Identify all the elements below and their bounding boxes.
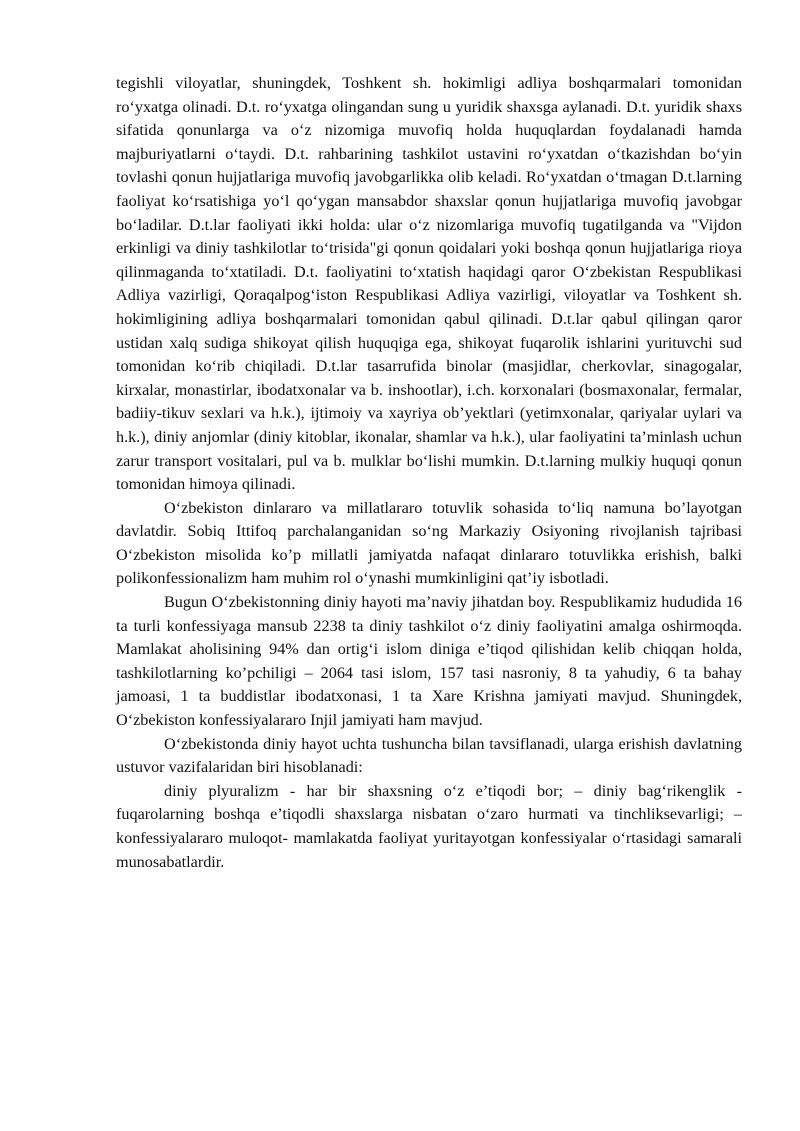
paragraph-registration-and-property: tegishli viloyatlar, shuningdek, Toshkent sh. hokimligi adliya boshqarmalari tomonidan ro‘yxatga olinadi. D.t. ro‘yxatga olingandan sung u yuridik shaxsga aylanadi. D.t. yuridik shaxs sifatida qonunlarga va o‘z nizomiga muvofiq holda huquqlardan foydalanadi hamda majburiyatlarni o‘taydi. D.t. rahbarining tashkilot ustavini ro‘yxatdan o‘tkazishdan bo‘yin tovlashi qonun hujjatlariga muvofiq javobgarlikka olib keladi. Ro‘yxatdan o‘tmagan D.t.larning faoliyat ko‘rsatishiga yo‘l qo‘ygan mansabdor shaxslar qonun hujjatlariga muvofiq javobgar bo‘ladilar. D.t.lar faoliyati ikki holda: ular o‘z nizomlariga muvofiq tugatilganda va "Vijdon erkinligi va diniy tashkilotlar to‘trisida"gi qonun qoidalari yoki boshqa qonun hujjatlariga rioya qilinmaganda to‘xtatiladi. D.t. faoliyatini to‘xtatish haqidagi qaror O‘zbekistan Respublikasi Adliya vazirligi, Qoraqalpog‘iston Respublikasi Adliya vazirligi, viloyatlar va Toshkent sh. hokimligining adliya boshqarmalari tomonidan qabul qilinadi. D.t.lar qabul qilingan qaror ustidan xalq sudiga shikoyat qilish huquqiga ega, shikoyat fuqarolik ishlarini yurituvchi sud tomonidan ko‘rib chiqiladi. D.t.lar tasarrufida binolar (masjidlar, cherkovlar, sinagogalar, kirxalar, monastirlar, ibodatxonalar va b. inshootlar), i.ch. korxonalari (bosmaxonalar, fermalar, badiiy-tikuv sexlari va h.k.), ijtimoiy va xayriya ob’yektlari (yetimxonalar, qariyalar uylari va h.k.), diniy anjomlar (diniy kitoblar, ikonalar, shamlar va h.k.), ular faoliyatini ta’minlash uchun zarur transport vositalari, pul va b. mulklar bo‘lishi mumkin. D.t.larning mulkiy huquqi qonun tomonidan himoya qilinadi. bbox=[116, 74, 742, 494]
paragraph-three-concepts-list: diniy plyuralizm - har bir shaxsning o‘z e’tiqodi bor; – diniy bag‘rikenglik - fuqarolarning boshqa e’tiqodli shaxslarga nisbatan o‘zaro hurmati va tinchliksevarligi; – konfessiyalararo muloqot- mamlakatda faoliyat yuritayotgan konfessiyalar o‘rtasidagi samarali munosabatlardir. bbox=[116, 781, 742, 871]
paragraph-religious-organizations-statistics: Bugun O‘zbekistonning diniy hayoti ma’naviy jihatdan boy. Respublikamiz hududida 16 ta turli konfessiyaga mansub 2238 ta diniy tashkilot o‘z diniy faoliyatini amalga oshirmoqda. Mamlakat aholisining 94% dan ortig‘i islom diniga e’tiqod qilishidan kelib chiqqan holda, tashkilotlarning ko’pchiligi – 2064 tasi islom, 157 tasi nasroniy, 8 ta yahudiy, 6 ta bahay jamoasi, 1 ta buddistlar ibodatxonasi, 1 ta Xare Krishna jamiyati mavjud. Shuningdek, O‘zbekiston konfessiyalararo Injil jamiyati ham mavjud. bbox=[116, 593, 742, 730]
paragraph-interfaith-harmony: O‘zbekiston dinlararo va millatlararo totuvlik sohasida to‘liq namuna bo’layotgan davlatdir. Sobiq Ittifoq parchalanganidan so‘ng Markaziy Osiyoning rivojlanish tajribasi O‘zbekiston misolida ko’p millatli jamiyatda nafaqat dinlararo totuvlikka erishish, balki polikonfessionalizm ham muhim rol o‘ynashi mumkinligini qat’iy isbotladi. bbox=[116, 498, 742, 588]
paragraph-three-concepts-intro: O‘zbekistonda diniy hayot uchta tushuncha bilan tavsiflanadi, ularga erishish davlatning ustuvor vazifalaridan biri hisoblanadi: bbox=[116, 734, 742, 777]
document-page bbox=[116, 72, 742, 874]
